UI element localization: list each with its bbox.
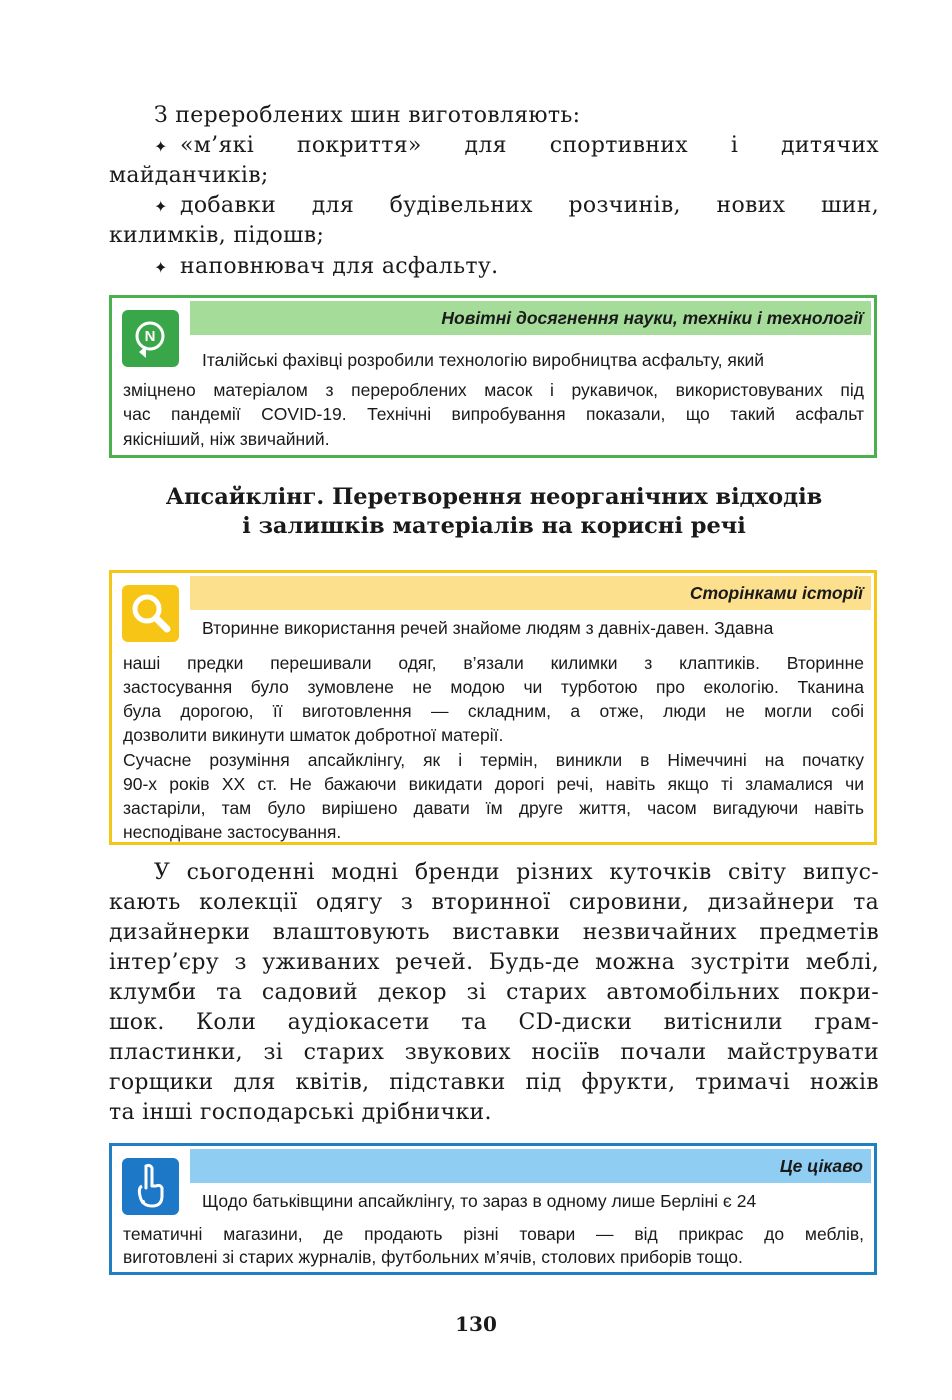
star-bullet-icon: ✦ [154, 137, 168, 156]
callout-text-line: виготовлені зі старих журналів, футбольних м’ячів, столових приборів тощо. [123, 1247, 743, 1267]
callout-text-line: Італійські фахівці розробили технологію виробництва асфальту, який [202, 350, 765, 370]
pointing-hand-icon [122, 1158, 179, 1215]
callout-text-line: була дорогою, її виготовлення — складним, а отже, люди не могли собі [123, 701, 864, 721]
body-line: горщики для квітів, підставки під фрукти, тримачі ножів [109, 1070, 879, 1095]
callout-text-line: тематичні магазини, де продають різні товари — від прикрас до меблів, [123, 1224, 864, 1244]
science-N-icon [122, 310, 179, 367]
section-title: Апсайклінг. Перетворення неорганічних відходів і залишків матеріалів на корисні речі [165, 484, 823, 539]
history-callout [109, 570, 877, 845]
bullet-item: ✦ «м’які покриття» для спортивних і дитячих [109, 131, 879, 162]
science-callout [109, 295, 877, 458]
intro-lead: З перероблених шин виготовляють: [154, 103, 581, 128]
magnifier-icon [122, 585, 179, 642]
callout-header: Сторінками історії [190, 576, 871, 610]
callout-header: Це цікаво [190, 1149, 871, 1183]
callout-text-line: зміцнено матеріалом з перероблених масок і рукавичок, використовуваних під [123, 380, 864, 400]
star-bullet-icon: ✦ [154, 197, 168, 216]
body-line: кають колекції одягу з вторинної сировини, дизайнери та [109, 890, 879, 915]
bullet-item: ✦ добавки для будівельних розчинів, нових шин, [109, 191, 879, 222]
callout-text-line: Щодо батьківщини апсайклінгу, то зараз в одному лише Берліні є 24 [202, 1191, 757, 1211]
body-line: пластинки, зі старих звукових носіїв почали майструвати [109, 1040, 879, 1065]
bullet-continuation: килимків, підошв; [109, 223, 325, 248]
star-bullet-icon: ✦ [154, 258, 168, 277]
body-line: дизайнерки влаштовують виставки незвичайних предметів [109, 920, 879, 945]
interesting-callout [109, 1143, 877, 1275]
callout-text-line: 90-х років ХХ ст. Не бажаючи викидати дорогі речі, навіть якщо ті зламалися чи [123, 774, 864, 794]
callout-text-line: Сучасне розуміння апсайклінгу, як і термін, виникли в Німеччині на початку [123, 750, 864, 770]
callout-text-line: якісніший, ніж звичайний. [123, 429, 330, 449]
callout-text-line: несподіване застосування. [123, 822, 342, 842]
bullet-continuation: майданчиків; [109, 163, 269, 188]
callout-text-line: Вторинне використання речей знайоме людям з давніх-давен. Здавна [202, 618, 774, 638]
callout-text-line: час пандемії COVID-19. Технічні випробування показали, що такий асфальт [123, 404, 864, 424]
body-line: та інші господарські дрібнички. [109, 1100, 492, 1125]
body-line: шок. Коли аудіокасети та CD-диски витіснили грам- [109, 1010, 879, 1035]
svg-text:N: N [144, 328, 156, 345]
body-line: клумби та садовий декор зі старих автомобільних покри- [109, 980, 879, 1005]
callout-text-line: наші предки перешивали одяг, в’язали килимки з клаптиків. Вторинне [123, 653, 864, 673]
bullet-item: ✦ наповнювач для асфальту. [109, 252, 879, 283]
body-line: У сьогоденні модні бренди різних куточків світу випус- [154, 860, 879, 885]
callout-text-line: застосування було зумовлене не модою чи турботою про екологію. Тканина [123, 677, 864, 697]
callout-header: Новітні досягнення науки, техніки і технології [190, 301, 871, 335]
body-line: інтер’єру з уживаних речей. Будь-де можна зустріти меблі, [109, 950, 879, 975]
page-number: 130 [455, 1312, 497, 1336]
callout-text-line: дозволити викинути шматок добротної матерії. [123, 725, 504, 745]
callout-text-line: застаріли, там було вирішено давати їм друге життя, часом вигадуючи навіть [123, 798, 864, 818]
